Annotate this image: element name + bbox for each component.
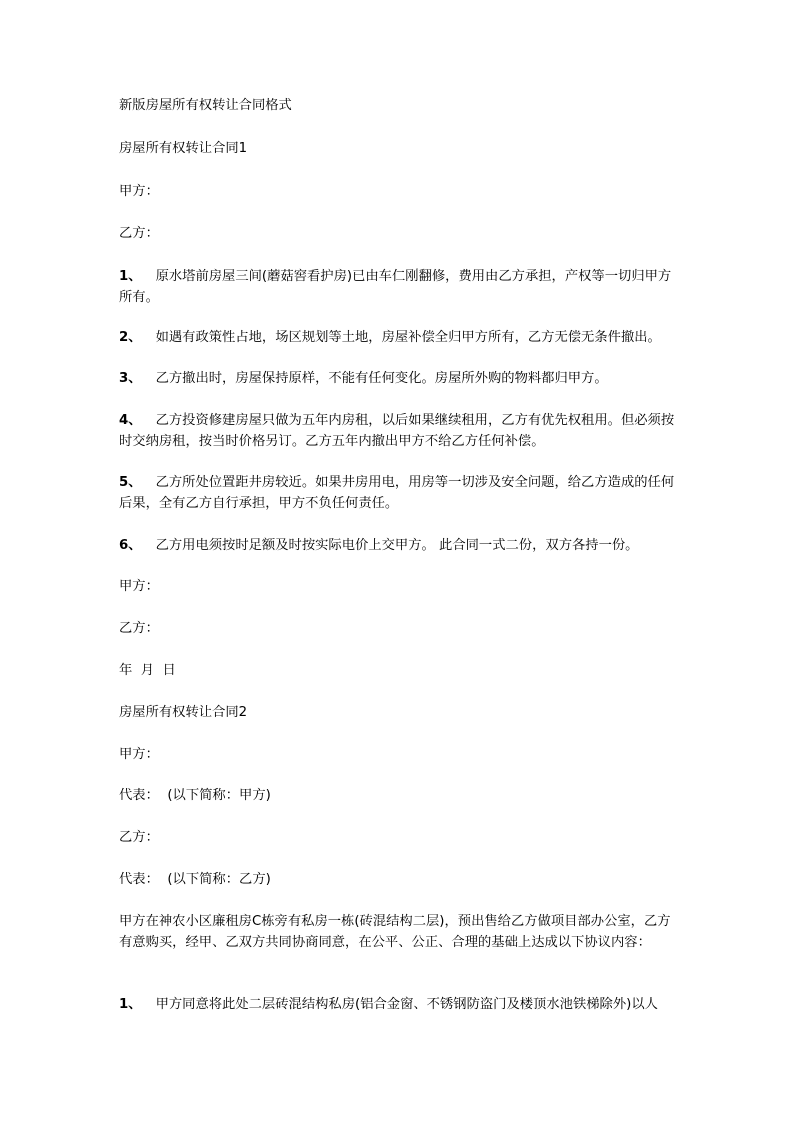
- contract2-intro: 甲方在神农小区廉租房C栋旁有私房一栋(砖混结构二层)，预出售给乙方做项目部办公室，乙方有意购买，经甲、乙双方共同协商同意，在公平、公正、合理的基础上达成以下协议内容：: [119, 914, 671, 950]
- contract1-clause-2: [119, 327, 679, 348]
- contract1-clause-3: [119, 368, 679, 389]
- clause-number: 1、: [119, 269, 142, 284]
- clause-text: 如遇有政策性占地，场区规划等土地，房屋补偿全归甲方所有，乙方无偿无条件撤出。: [155, 330, 661, 345]
- contract1-heading: 房屋所有权转让合同1: [119, 141, 248, 156]
- clause-text: 乙方用电须按时足额及时按实际电价上交甲方。 此合同一式二份，双方各持一份。: [155, 538, 639, 553]
- contract1-sign-a: 甲方：: [119, 579, 159, 594]
- clause-text: 甲方同意将此处二层砖混结构私房(铝合金窗、不锈钢防盗门及楼顶水池铁梯除外)以人: [155, 997, 658, 1012]
- contract1-clause-5: [119, 472, 679, 514]
- clause-number: 6、: [119, 538, 142, 553]
- contract2-party-b: 乙方：: [119, 830, 159, 845]
- clause-text: 乙方所处位置距井房较近。如果井房用电，用房等一切涉及安全问题，给乙方造成的任何后果，全有乙方自行承担，甲方不负任何责任。: [119, 475, 675, 511]
- contract1-clause-1: [119, 266, 679, 308]
- clause-text: 乙方撤出时，房屋保持原样，不能有任何变化。房屋所外购的物料都归甲方。: [155, 371, 608, 386]
- clause-text: 原水塔前房屋三间(蘑菇窖看护房)已由车仁刚翻修，费用由乙方承担，产权等一切归甲方所有。: [119, 269, 672, 305]
- clause-number: 1、: [119, 997, 142, 1012]
- clause-number: 5、: [119, 475, 142, 490]
- clause-number: 4、: [119, 413, 142, 428]
- clause-number: 3、: [119, 371, 142, 386]
- contract1-clause-4: [119, 410, 679, 452]
- contract2-party-a: 甲方：: [119, 747, 159, 762]
- document-title: 新版房屋所有权转让合同格式: [119, 98, 292, 113]
- contract2-heading: 房屋所有权转让合同2: [119, 705, 248, 720]
- contract1-date: 年 月 日: [119, 663, 176, 678]
- contract1-party-a: 甲方：: [119, 184, 159, 199]
- contract2-clause-1: [119, 994, 679, 1015]
- contract2-rep-b: 代表： (以下简称：乙方): [119, 872, 271, 887]
- clause-text: 乙方投资修建房屋只做为五年内房租，以后如果继续租用，乙方有优先权租用。但必须按时交纳房租，按当时价格另订。乙方五年内撤出甲方不给乙方任何补偿。: [119, 413, 675, 449]
- contract1-sign-b: 乙方：: [119, 621, 159, 636]
- clause-number: 2、: [119, 330, 142, 345]
- contract1-party-b: 乙方：: [119, 226, 159, 241]
- contract1-clause-6: [119, 535, 679, 556]
- contract2-rep-a: 代表： (以下简称：甲方): [119, 788, 271, 803]
